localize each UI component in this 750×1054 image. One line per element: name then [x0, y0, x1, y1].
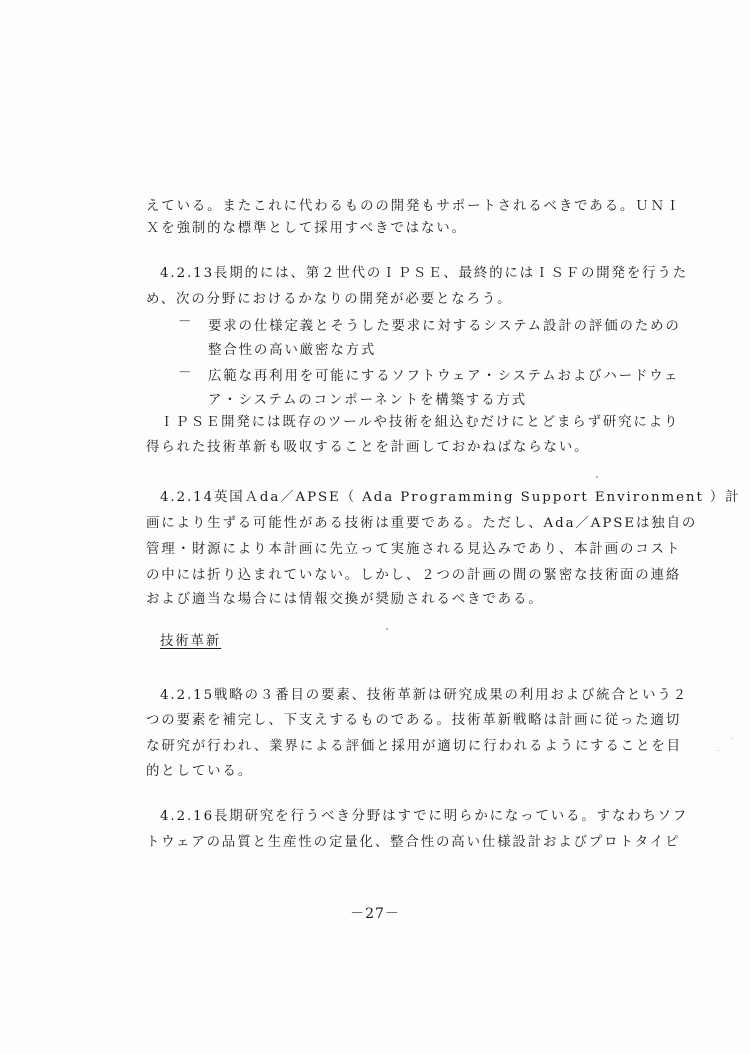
paragraph-4-2-15-line-2: つの要素を補完し、下支えするものである。技術革新戦略は計画に従った適切 [146, 713, 682, 728]
paragraph-4-2-16-line-1: 4.2.16長期研究を行うべき分野はすでに明らかになっている。すなわちソフ [160, 809, 689, 824]
scan-speck [732, 738, 733, 739]
paragraph-4-2-15-line-1: 4.2.15戦略の３番目の要素、技術革新は研究成果の利用および統合という２ [160, 688, 688, 703]
paragraph-1-line-1: えている。またこれに代わるものの開発もサポートされるべきである。ＵＮＩ [146, 199, 682, 214]
paragraph-4-2-13-closing-line-1: ＩＰＳＥ開発には既存のツールや技術を組込むだけにとどまらず研究により [160, 415, 680, 430]
bullet-1-line-2: 整合性の高い厳密な方式 [208, 343, 377, 358]
paragraph-4-2-15-line-3: な研究が行われ、業界による評価と採用が適切に行われるようにすることを目 [146, 739, 682, 754]
scan-speck [386, 628, 388, 630]
bullet-dash: － [178, 366, 192, 381]
paragraph-4-2-14-line-4: の中には折り込まれていない。しかし、２つの計画の間の緊密な技術面の連絡 [146, 568, 682, 583]
page-number: －27－ [350, 906, 400, 922]
scan-speck [718, 750, 719, 751]
paragraph-4-2-14-line-2: 画により生ずる可能性がある技術は重要である。ただし、Ada／APSEは独自の [146, 516, 698, 531]
scan-speck [596, 476, 598, 478]
paragraph-4-2-14-line-3: 管理・財源により本計画に先立って実施される見込みであり、本計画のコスト [146, 542, 682, 557]
bullet-2-line-2: ア・システムのコンポーネントを構築する方式 [208, 393, 528, 408]
paragraph-4-2-15-line-4: 的としている。 [146, 764, 254, 779]
paragraph-4-2-13-closing-line-2: 得られた技術革新も吸収することを計画しておかねばならない。 [146, 440, 590, 455]
bullet-1-line-1: 要求の仕様定義とそうした要求に対するシステム設計の評価のための [208, 319, 681, 334]
paragraph-1-line-2: Ｘを強制的な標準として採用すべきではない。 [146, 221, 467, 236]
paragraph-4-2-13-line-2: め、次の分野におけるかなりの開発が必要となろう。 [146, 292, 513, 307]
paragraph-4-2-16-line-2: トウェアの品質と生産性の定量化、整合性の高い仕様設計およびプロトタイピ [146, 835, 681, 850]
bullet-dash: － [178, 315, 192, 330]
section-heading: 技術革新 [160, 634, 222, 649]
paragraph-4-2-14-line-1: 4.2.14英国Ａda／APSE（ Ada Programming Support Environment ）計 [160, 490, 741, 505]
bullet-2-line-1: 広範な再利用を可能にするソフトウェア・システムおよびハードウェ [208, 369, 680, 384]
paragraph-4-2-13-line-1: 4.2.13長期的には、第２世代のＩＰＳＥ、最終的にはＩＳＦの開発を行うた [160, 266, 688, 281]
paragraph-4-2-14-line-5: および適当な場合には情報交換が奨励されるべきである。 [146, 592, 544, 607]
